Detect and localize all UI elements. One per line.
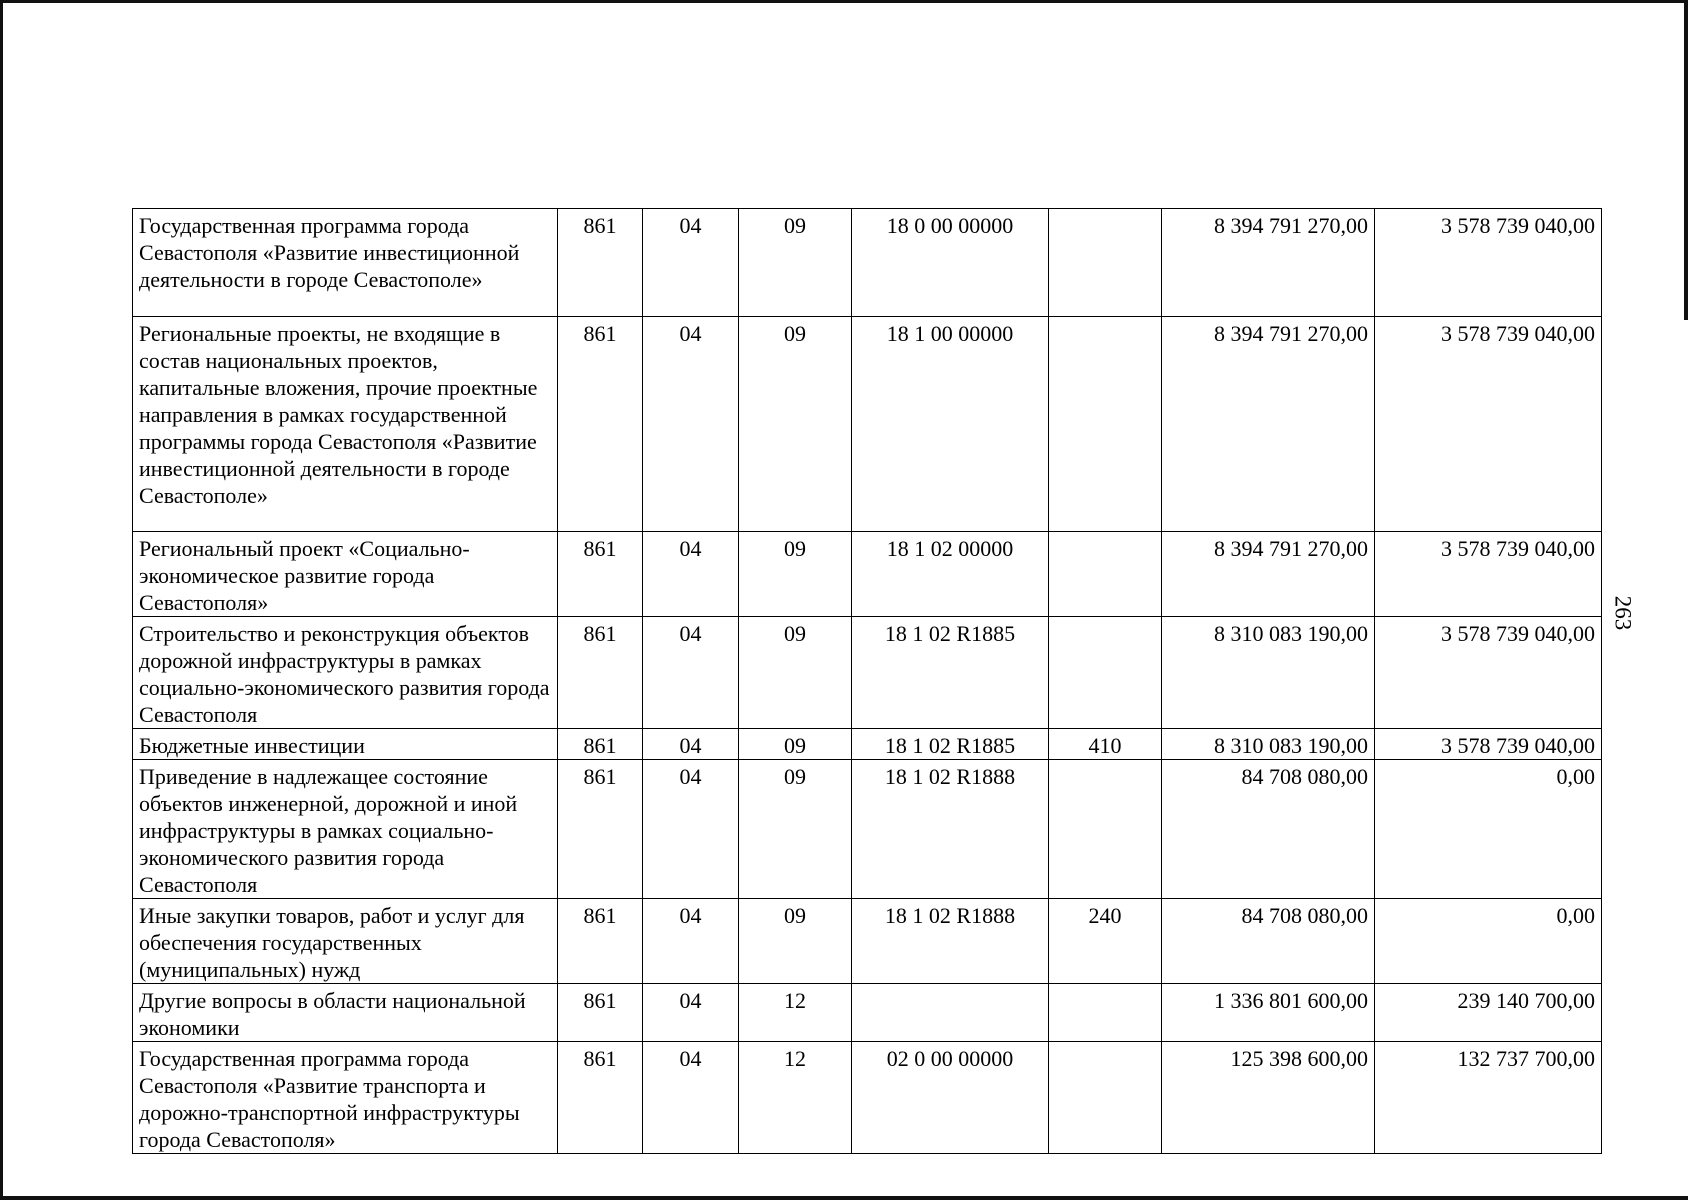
- row-target: 18 1 02 R1885: [852, 617, 1049, 729]
- row-sum1: 125 398 600,00: [1162, 1042, 1375, 1154]
- row-type: [1049, 1042, 1162, 1154]
- scan-edge-top: [0, 0, 1688, 3]
- budget-table: [132, 208, 1602, 1154]
- row-target: 18 1 02 00000: [852, 532, 1049, 617]
- row-name: Региональный проект «Социально-экономическое развитие города Севастополя»: [133, 532, 558, 617]
- row-section: 04: [643, 760, 739, 899]
- row-type: [1049, 209, 1162, 317]
- scan-edge-bottom: [0, 1196, 1688, 1200]
- row-type: 240: [1049, 899, 1162, 984]
- row-target: 18 1 02 R1885: [852, 729, 1049, 760]
- row-code: 861: [558, 984, 643, 1042]
- row-sum1: 84 708 080,00: [1162, 899, 1375, 984]
- row-section: 04: [643, 899, 739, 984]
- table-row: [133, 729, 1602, 760]
- row-target: 18 1 02 R1888: [852, 899, 1049, 984]
- row-subsection: 09: [739, 317, 852, 532]
- row-name: Бюджетные инвестиции: [133, 729, 558, 760]
- row-subsection: 12: [739, 1042, 852, 1154]
- row-section: 04: [643, 209, 739, 317]
- table-row: [133, 317, 1602, 532]
- row-sum2: 239 140 700,00: [1375, 984, 1602, 1042]
- row-type: 410: [1049, 729, 1162, 760]
- table-row: [133, 209, 1602, 317]
- row-sum2: 3 578 739 040,00: [1375, 209, 1602, 317]
- row-type: [1049, 617, 1162, 729]
- row-code: 861: [558, 317, 643, 532]
- row-subsection: 09: [739, 532, 852, 617]
- row-target: 18 1 02 R1888: [852, 760, 1049, 899]
- row-sum2: 3 578 739 040,00: [1375, 532, 1602, 617]
- row-code: 861: [558, 532, 643, 617]
- row-sum1: 84 708 080,00: [1162, 760, 1375, 899]
- row-sum1: 8 394 791 270,00: [1162, 317, 1375, 532]
- table-row: [133, 760, 1602, 899]
- table-row: [133, 617, 1602, 729]
- row-section: 04: [643, 617, 739, 729]
- row-sum2: 132 737 700,00: [1375, 1042, 1602, 1154]
- row-code: 861: [558, 729, 643, 760]
- table-row: [133, 1042, 1602, 1154]
- row-name: Государственная программа города Севастополя «Развитие инвестиционной деятельности в городе Севастополе»: [133, 209, 558, 317]
- row-section: 04: [643, 1042, 739, 1154]
- row-name: Региональные проекты, не входящие в состав национальных проектов, капитальные вложения, прочие проектные направления в рамках государственной программы города Севастополя «Развитие инвестиционной деятельности в городе Севастополе»: [133, 317, 558, 532]
- row-section: 04: [643, 729, 739, 760]
- row-sum1: 1 336 801 600,00: [1162, 984, 1375, 1042]
- row-sum1: 8 394 791 270,00: [1162, 532, 1375, 617]
- row-name: Приведение в надлежащее состояние объектов инженерной, дорожной и иной инфраструктуры в рамках социально-экономического развития города Севастополя: [133, 760, 558, 899]
- row-target: 02 0 00 00000: [852, 1042, 1049, 1154]
- row-type: [1049, 317, 1162, 532]
- row-subsection: 09: [739, 729, 852, 760]
- scan-edge-left: [0, 0, 3, 1200]
- row-name: Государственная программа города Севастополя «Развитие транспорта и дорожно-транспортной инфраструктуры города Севастополя»: [133, 1042, 558, 1154]
- row-name: Иные закупки товаров, работ и услуг для обеспечения государственных (муниципальных) нужд: [133, 899, 558, 984]
- row-sum2: 3 578 739 040,00: [1375, 729, 1602, 760]
- scan-edge-right: [1684, 0, 1688, 320]
- row-subsection: 09: [739, 899, 852, 984]
- row-sum2: 0,00: [1375, 760, 1602, 899]
- row-sum2: 0,00: [1375, 899, 1602, 984]
- row-name: Строительство и реконструкция объектов дорожной инфраструктуры в рамках социально-экономического развития города Севастополя: [133, 617, 558, 729]
- row-type: [1049, 760, 1162, 899]
- row-code: 861: [558, 899, 643, 984]
- row-sum1: 8 310 083 190,00: [1162, 617, 1375, 729]
- row-subsection: 09: [739, 617, 852, 729]
- row-sum1: 8 310 083 190,00: [1162, 729, 1375, 760]
- table-row: [133, 532, 1602, 617]
- row-section: 04: [643, 532, 739, 617]
- row-code: 861: [558, 209, 643, 317]
- row-sum1: 8 394 791 270,00: [1162, 209, 1375, 317]
- row-type: [1049, 532, 1162, 617]
- row-name: Другие вопросы в области национальной экономики: [133, 984, 558, 1042]
- table-row: [133, 984, 1602, 1042]
- row-subsection: 09: [739, 209, 852, 317]
- row-target: 18 0 00 00000: [852, 209, 1049, 317]
- row-code: 861: [558, 617, 643, 729]
- table-row: [133, 899, 1602, 984]
- row-type: [1049, 984, 1162, 1042]
- row-section: 04: [643, 984, 739, 1042]
- row-sum2: 3 578 739 040,00: [1375, 317, 1602, 532]
- row-subsection: 12: [739, 984, 852, 1042]
- row-code: 861: [558, 760, 643, 899]
- row-code: 861: [558, 1042, 643, 1154]
- row-target: [852, 984, 1049, 1042]
- row-sum2: 3 578 739 040,00: [1375, 617, 1602, 729]
- row-subsection: 09: [739, 760, 852, 899]
- row-target: 18 1 00 00000: [852, 317, 1049, 532]
- page-number: 263: [1610, 595, 1636, 631]
- row-section: 04: [643, 317, 739, 532]
